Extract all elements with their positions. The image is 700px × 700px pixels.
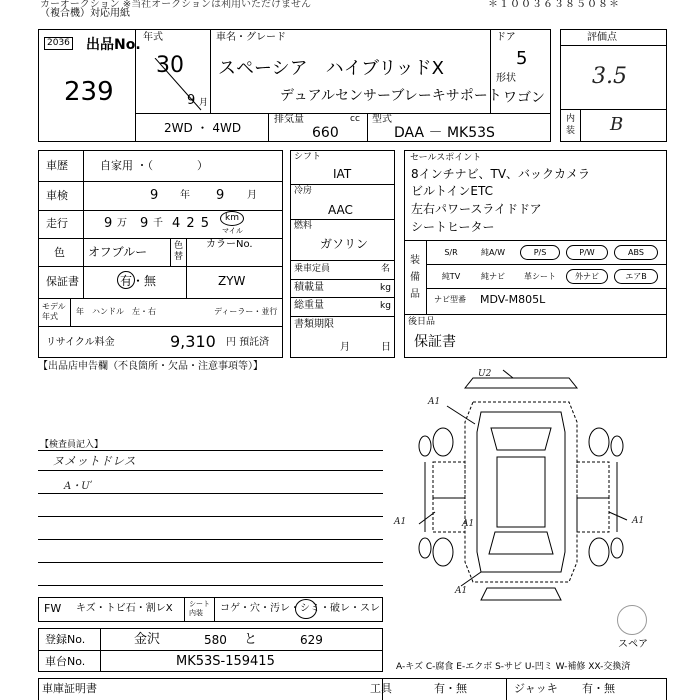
inspection-year-unit: 年 (180, 190, 190, 201)
door-value: 5 (516, 48, 528, 69)
reg-label: 登録No. (45, 633, 86, 646)
displacement-unit: cc (350, 114, 360, 124)
model-value: DAA － MK53S (394, 125, 495, 141)
top-notice-2: （複合機）対応用紙 (40, 8, 130, 19)
mileage-unit-km: km (225, 213, 239, 223)
later-value: 保証書 (414, 334, 456, 350)
car-label: 車名・グレード (216, 32, 286, 43)
interior-value: B (610, 114, 624, 135)
warranty-value: 有・無 (120, 274, 157, 288)
doc-day: 日 (381, 342, 391, 353)
inspector-note-2: A・Ư (64, 481, 90, 492)
weight-unit: kg (380, 301, 391, 311)
damage-mark-top: U2 (478, 369, 492, 379)
dealer-label: ディーラー・並行 (214, 307, 278, 316)
fw-label: FW (44, 602, 62, 615)
tools-label: 工具 (370, 682, 392, 695)
reg-number: 629 (300, 633, 323, 647)
history-label: 車歴 (46, 159, 68, 172)
inspection-year: 9 (150, 188, 159, 203)
damage-legend: A-キズ C-腐食 E-エクボ S-サビ U-凹ミ W-補修 XX-交換済 (396, 662, 631, 672)
recycle-label: リサイクル料金 (46, 337, 115, 348)
equip-ext-navi: 外ナビ (566, 269, 608, 284)
jack-value: 有・無 (582, 682, 615, 695)
sales-point-3: 左右パワースライドドア (411, 202, 542, 216)
model-year-label: モデル年式 (42, 302, 66, 321)
month-value: 9 (187, 93, 196, 108)
equip-sr: S/R (444, 248, 458, 257)
equip-abs: ABS (614, 245, 658, 260)
damage-mark-right-door: A1 (632, 516, 645, 526)
weight-label: 総重量 (294, 300, 324, 311)
exhibit-label: 出品No. (86, 37, 141, 53)
damage-mark-left-door: A1 (394, 517, 407, 527)
inspection-month: 9 (216, 188, 225, 203)
year-value: 30 (156, 53, 184, 78)
equip-navi: 純ナビ (481, 272, 505, 281)
mileage-sen: 9 (140, 216, 149, 231)
jack-label: ジャッキ (514, 682, 558, 695)
seat-items: コゲ・穴・汚レ・シミ・破レ・スレ (220, 603, 380, 614)
capacity-unit: 名 (381, 264, 391, 274)
spare-tire-icon (617, 605, 647, 635)
score-value: 3.5 (592, 64, 627, 89)
stain-circle (295, 599, 317, 619)
month-unit: 月 (199, 98, 209, 108)
doc-label: 書類期限 (294, 319, 334, 330)
year-label: 年式 (143, 32, 163, 43)
equip-leather: 革シート (524, 272, 556, 281)
damage-mark-roof: A1 (462, 519, 475, 529)
displacement-value: 660 (312, 125, 339, 141)
ac-label: 冷房 (294, 186, 313, 196)
capacity-label: 乗車定員 (294, 264, 331, 274)
mileage-unit-mile: マイル (222, 227, 243, 235)
seat-label: シート内装 (189, 600, 210, 617)
equip-pw: P/W (566, 245, 608, 260)
car-name: スペーシア ハイブリッドX (218, 58, 444, 79)
interior-label: 内装 (566, 114, 576, 136)
damage-mark-front-left: A1 (428, 397, 441, 407)
inspection-label: 車検 (46, 189, 68, 202)
history-value: 自家用 ・（ ） (100, 159, 208, 172)
equip-ps: P/S (520, 245, 560, 260)
shift-label: シフト (294, 152, 322, 162)
equip-airbag: エアB (614, 269, 658, 284)
mileage-sen-unit: 千 (153, 218, 163, 229)
declaration-title: 【出品店申告欄（不良箇所・欠品・注意事項等）】 (38, 361, 263, 372)
barcode-text: ＊１００３６３８５０８＊ (488, 0, 620, 10)
car-grade: デュアルセンサーブレーキサポート (280, 88, 502, 104)
sales-label: セールスポイント (410, 153, 482, 163)
door-label: ドア (496, 32, 516, 43)
color-change-label: 色替 (174, 241, 184, 262)
inspector-note-1: ヌメットドレス (52, 454, 136, 468)
inspection-month-unit: 月 (247, 190, 257, 201)
color-value: オフブルー (88, 245, 148, 259)
navi-model: MDV-M805L (480, 293, 546, 306)
shape-label: 形状 (496, 73, 516, 84)
spare-label: スペア (618, 639, 648, 650)
model-label: 型式 (372, 114, 392, 125)
fw-items: キズ・トビ石・割レX (76, 603, 173, 614)
handle-label: 年 ハンドル 左・右 (76, 307, 156, 316)
load-unit: kg (380, 283, 391, 293)
chassis-label: 車台No. (45, 655, 86, 668)
color-no-label: カラーNo. (206, 239, 253, 250)
equip-label: 装備品 (410, 255, 420, 300)
top-notice: カーオークション ※当社オークションは利用いただけません (40, 0, 311, 10)
sales-point-2: ビルトインETC (411, 184, 493, 198)
mileage-man-unit: 万 (117, 218, 127, 229)
drive-type: 2WD ・ 4WD (164, 121, 242, 135)
mileage-man: 9 (104, 216, 113, 231)
color-no-value: ZYW (218, 274, 246, 288)
shape-value: ワゴン (503, 90, 545, 106)
equip-tv: 純TV (441, 272, 461, 281)
fuel-label: 燃料 (294, 221, 313, 231)
tools-value: 有・無 (434, 682, 467, 695)
reg-place: 金沢 (134, 632, 161, 647)
equip-alloy: 純A/W (480, 248, 506, 257)
sales-point-4: シートヒーター (411, 220, 495, 234)
damage-mark-rear: A1 (455, 586, 468, 596)
displacement-label: 排気量 (274, 114, 304, 125)
recycle-unit: 円 預託済 (226, 337, 270, 348)
reg-class: 580 (204, 633, 227, 647)
fuel-value: ガソリン (320, 237, 369, 251)
ac-value: AAC (328, 203, 353, 217)
exhibit-small-no: 2036 (44, 37, 73, 50)
mileage-label: 走行 (46, 217, 68, 230)
reg-kana: と (244, 632, 258, 647)
shift-value: IAT (333, 167, 352, 181)
mileage-rest: 4 2 5 (172, 216, 211, 231)
color-label: 色 (54, 246, 65, 259)
load-label: 積載量 (294, 282, 324, 293)
later-label: 後日品 (408, 317, 436, 327)
sales-point-1: 8インチナビ、TV、バックカメラ (411, 167, 591, 181)
recycle-value: 9,310 (170, 332, 216, 351)
exhibit-number: 239 (64, 77, 114, 107)
navi-label: ナビ型番 (434, 295, 466, 304)
score-label: 評価点 (587, 32, 617, 43)
cert-label: 車庫証明書 (42, 682, 97, 695)
inspector-title: 【検査員記入】 (40, 440, 104, 450)
doc-month: 月 (340, 342, 350, 353)
warranty-label: 保証書 (46, 275, 79, 288)
chassis-number: MK53S-159415 (176, 654, 275, 669)
